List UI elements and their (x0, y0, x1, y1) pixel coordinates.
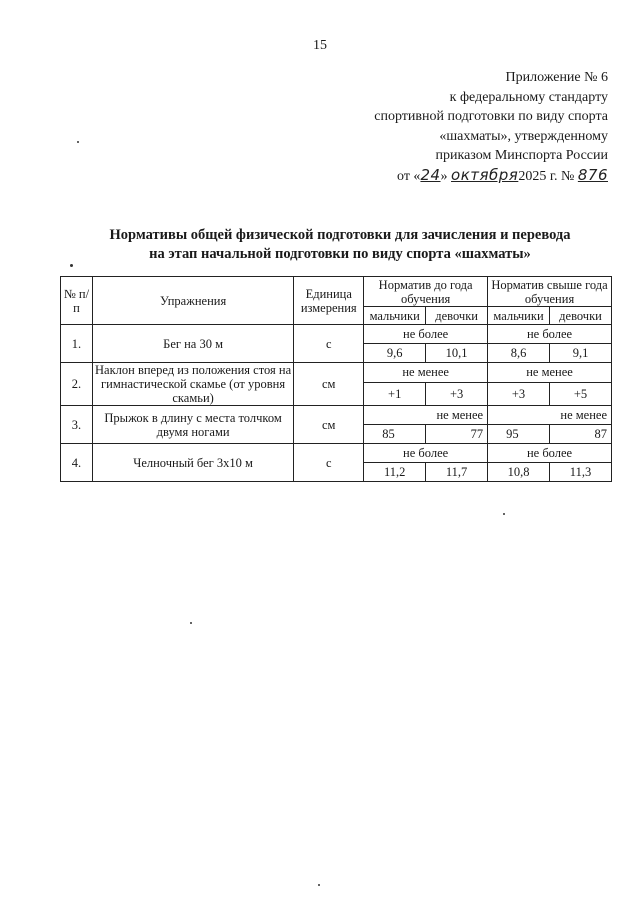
scan-speck (503, 513, 505, 515)
header-boys-after: мальчики (488, 307, 550, 325)
row-unit: с (294, 444, 364, 482)
value-girls-after: 87 (550, 425, 612, 444)
value-boys-after: 95 (488, 425, 550, 444)
value-boys-before: 9,6 (364, 344, 426, 363)
table-header-row (61, 277, 612, 307)
date-prefix: от « (397, 168, 421, 184)
value-girls-before: 11,7 (426, 463, 488, 482)
value-girls-after: +5 (550, 382, 612, 405)
row-num: 1. (61, 325, 93, 363)
value-girls-after: 11,3 (550, 463, 612, 482)
row-condition-after: не менее (488, 363, 612, 383)
row-num: 4. (61, 444, 93, 482)
heading-line-2: на этап начальной подготовки по виду спорта «шахматы» (149, 246, 531, 262)
header-num: № п/п (61, 277, 93, 325)
header-norm-after: Норматив свыше года обучения (488, 277, 612, 307)
value-girls-after: 9,1 (550, 344, 612, 363)
document-heading (60, 226, 620, 264)
row-condition-before: не менее (364, 363, 488, 383)
heading-line-1: Нормативы общей физической подготовки для зачисления и перевода (109, 227, 571, 243)
scan-speck (77, 141, 79, 143)
row-condition-before: не более (364, 444, 488, 463)
page-number: 15 (313, 38, 327, 53)
table-row (61, 363, 612, 383)
value-girls-before: 77 (426, 425, 488, 444)
row-exercise: Наклон вперед из положения стоя на гимнастической скамье (от уровня скамьи) (92, 363, 293, 406)
value-boys-before: +1 (364, 382, 426, 405)
value-girls-before: 10,1 (426, 344, 488, 363)
appendix-title: Приложение № 6 (505, 70, 608, 85)
value-boys-after: 8,6 (488, 344, 550, 363)
scan-speck (70, 264, 73, 267)
date-mid: » (440, 168, 448, 184)
date-year: 2025 г. № (518, 168, 575, 184)
appendix-line-2: к федеральному стандарту (449, 89, 608, 105)
row-unit: с (294, 325, 364, 363)
table-row (61, 325, 612, 344)
appendix-block (340, 68, 608, 186)
header-exercise: Упражнения (92, 277, 293, 325)
row-condition-after: не менее (488, 406, 612, 425)
value-boys-before: 11,2 (364, 463, 426, 482)
date-day-handwritten: 24 (420, 165, 441, 184)
row-exercise: Прыжок в длину с места толчком двумя ногами (92, 406, 293, 444)
table-row (61, 444, 612, 463)
header-unit: Единица измерения (294, 277, 364, 325)
row-num: 3. (61, 406, 93, 444)
scan-speck (318, 884, 320, 886)
row-condition-after: не более (488, 444, 612, 463)
date-month-handwritten: октября (451, 165, 519, 184)
row-unit: см (294, 406, 364, 444)
table-row (61, 406, 612, 425)
row-unit: см (294, 363, 364, 406)
row-condition-before: не более (364, 325, 488, 344)
value-boys-after: 10,8 (488, 463, 550, 482)
order-number-handwritten: 876 (577, 165, 608, 184)
appendix-line-3: спортивной подготовки по виду спорта (374, 109, 608, 124)
value-girls-before: +3 (426, 382, 488, 405)
header-girls-before: девочки (426, 307, 488, 325)
appendix-line-4: «шахматы», утвержденному (439, 128, 608, 144)
header-boys-before: мальчики (364, 307, 426, 325)
value-boys-after: +3 (488, 382, 550, 405)
row-condition-after: не более (488, 325, 612, 344)
row-num: 2. (61, 363, 93, 406)
value-boys-before: 85 (364, 425, 426, 444)
norms-table (60, 276, 612, 482)
row-exercise: Челночный бег 3х10 м (92, 444, 293, 482)
row-condition-before: не менее (364, 406, 488, 425)
row-exercise: Бег на 30 м (92, 325, 293, 363)
appendix-line-5: приказом Минспорта России (435, 148, 608, 163)
header-girls-after: девочки (550, 307, 612, 325)
scan-speck (190, 622, 192, 624)
header-norm-before: Норматив до года обучения (364, 277, 488, 307)
order-date-line (340, 166, 608, 187)
